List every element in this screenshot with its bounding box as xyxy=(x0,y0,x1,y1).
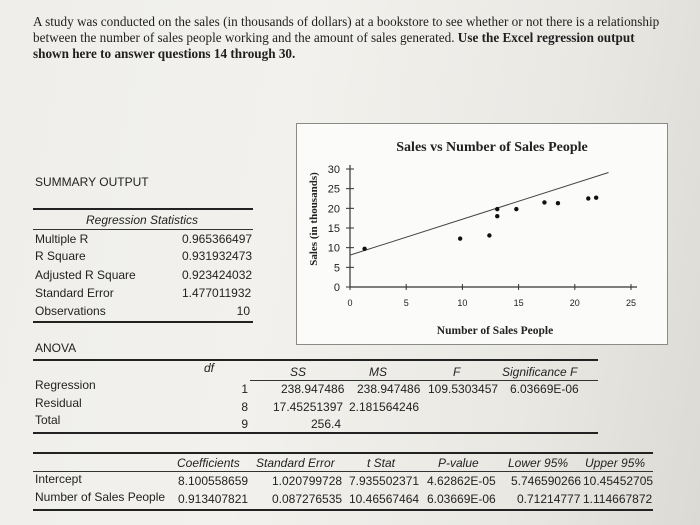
anova-ss: 17.45251397 xyxy=(273,400,344,414)
regstats-value: 0.931932473 xyxy=(182,249,253,263)
regstats-title: Regression Statistics xyxy=(86,213,199,227)
chart-y-tick-label: 30 xyxy=(327,164,340,176)
coef-value: 8.100558659 xyxy=(178,474,249,488)
regstats-label: Standard Error xyxy=(35,286,114,300)
anova-header-rule xyxy=(250,380,598,381)
coef-lower: 0.71214777 xyxy=(517,492,581,506)
coef-p: 4.62862E-05 xyxy=(427,474,496,488)
coef-p: 6.03669E-06 xyxy=(427,492,496,506)
regstats-value: 10 xyxy=(236,304,250,318)
chart-point xyxy=(458,236,462,240)
chart-x-tick-label: 10 xyxy=(457,298,468,308)
anova-ss: 256.4 xyxy=(311,417,342,431)
regstats-header-rule xyxy=(33,229,253,230)
anova-header-sigf: Significance F xyxy=(502,365,578,379)
chart-title: Sales vs Number of Sales People xyxy=(396,140,588,155)
chart-point xyxy=(495,207,499,211)
anova-bottom-rule xyxy=(33,432,598,434)
coef-row-label: Intercept xyxy=(35,472,82,486)
regstats-label: R Square xyxy=(35,249,86,263)
chart-point xyxy=(594,196,598,200)
chart-point xyxy=(487,233,491,237)
anova-title: ANOVA xyxy=(35,341,77,355)
coef-header-p: P-value xyxy=(438,456,479,470)
regstats-label: Multiple R xyxy=(35,232,89,246)
anova-header-df: df xyxy=(204,361,215,375)
anova-row-label: Residual xyxy=(35,396,82,410)
anova-header-ss: SS xyxy=(290,365,307,379)
chart-point xyxy=(556,201,560,205)
chart-trendline xyxy=(350,173,609,256)
coef-top-rule xyxy=(33,452,653,454)
coef-header-lower: Lower 95% xyxy=(508,456,569,470)
regstats-top-rule xyxy=(33,208,253,210)
chart-x-axis-label: Number of Sales People xyxy=(436,325,554,337)
regstats-value: 1.477011932 xyxy=(182,286,252,300)
coef-row-label: Number of Sales People xyxy=(35,490,166,504)
chart-x-tick-label: 0 xyxy=(347,298,353,308)
summary-title: SUMMARY OUTPUT xyxy=(35,175,149,189)
coef-header-rule xyxy=(33,471,653,472)
anova-sigf: 6.03669E-06 xyxy=(510,382,579,396)
chart-point xyxy=(362,247,366,251)
chart-canvas xyxy=(297,124,667,344)
anova-df: 9 xyxy=(241,417,248,431)
anova-header-f: F xyxy=(453,365,461,379)
regstats-value: 0.965366497 xyxy=(182,232,253,246)
regstats-value: 0.923424032 xyxy=(182,268,253,282)
coef-bottom-rule xyxy=(33,509,653,511)
scatter-chart xyxy=(296,123,668,345)
regstats-bottom-rule xyxy=(33,321,253,323)
anova-ms: 238.947486 xyxy=(357,382,421,396)
chart-y-tick-label: 0 xyxy=(333,282,340,294)
chart-x-tick-label: 5 xyxy=(403,298,409,308)
coef-upper: 10.45452705 xyxy=(583,474,654,488)
anova-df: 1 xyxy=(241,382,248,396)
anova-df: 8 xyxy=(241,400,248,414)
coef-header-t: t Stat xyxy=(367,456,396,470)
chart-point xyxy=(586,196,590,200)
anova-ss: 238.947486 xyxy=(281,382,345,396)
intro-text: A study was conducted on the sales (in thousands of dollars) at a bookstore to see whether or not there is a relationship between the number of sales people working and the amount of sales generated. xyxy=(33,14,660,45)
chart-y-tick-label: 10 xyxy=(327,242,340,255)
coef-t: 7.935502371 xyxy=(349,474,420,488)
chart-y-axis-label: Sales (in thousands) xyxy=(308,172,320,266)
coef-upper: 1.114667872 xyxy=(583,492,653,506)
chart-point xyxy=(542,200,546,204)
chart-x-tick-label: 15 xyxy=(513,298,524,308)
coef-header-coef: Coefficients xyxy=(177,456,240,470)
regstats-label: Observations xyxy=(35,304,106,318)
coef-se: 1.020799728 xyxy=(272,474,343,488)
coef-lower: 5.746590266 xyxy=(511,474,582,488)
anova-top-rule xyxy=(33,359,598,361)
intro-paragraph xyxy=(33,14,673,62)
chart-point xyxy=(514,207,518,211)
chart-x-tick-label: 20 xyxy=(569,298,580,308)
anova-row-label: Regression xyxy=(35,378,96,392)
chart-x-tick-label: 25 xyxy=(625,298,637,308)
coef-value: 0.913407821 xyxy=(178,492,249,506)
coef-header-upper: Upper 95% xyxy=(585,456,646,470)
intro-instruction: Use the Excel regression output shown here to answer questions 14 through 30. xyxy=(33,30,635,61)
anova-ms: 2.181564246 xyxy=(349,400,420,414)
anova-row-label: Total xyxy=(35,413,61,427)
regstats-label: Adjusted R Square xyxy=(35,268,136,282)
coef-se: 0.087276535 xyxy=(272,492,343,506)
chart-y-tick-label: 25 xyxy=(327,183,340,196)
anova-header-ms: MS xyxy=(369,365,387,379)
coef-t: 10.46567464 xyxy=(349,492,420,506)
anova-f: 109.5303457 xyxy=(428,382,499,396)
chart-y-tick-label: 5 xyxy=(333,262,340,275)
chart-y-tick-label: 20 xyxy=(327,203,340,216)
coef-header-se: Standard Error xyxy=(256,456,335,470)
chart-y-tick-label: 15 xyxy=(327,223,340,235)
chart-point xyxy=(495,214,499,218)
